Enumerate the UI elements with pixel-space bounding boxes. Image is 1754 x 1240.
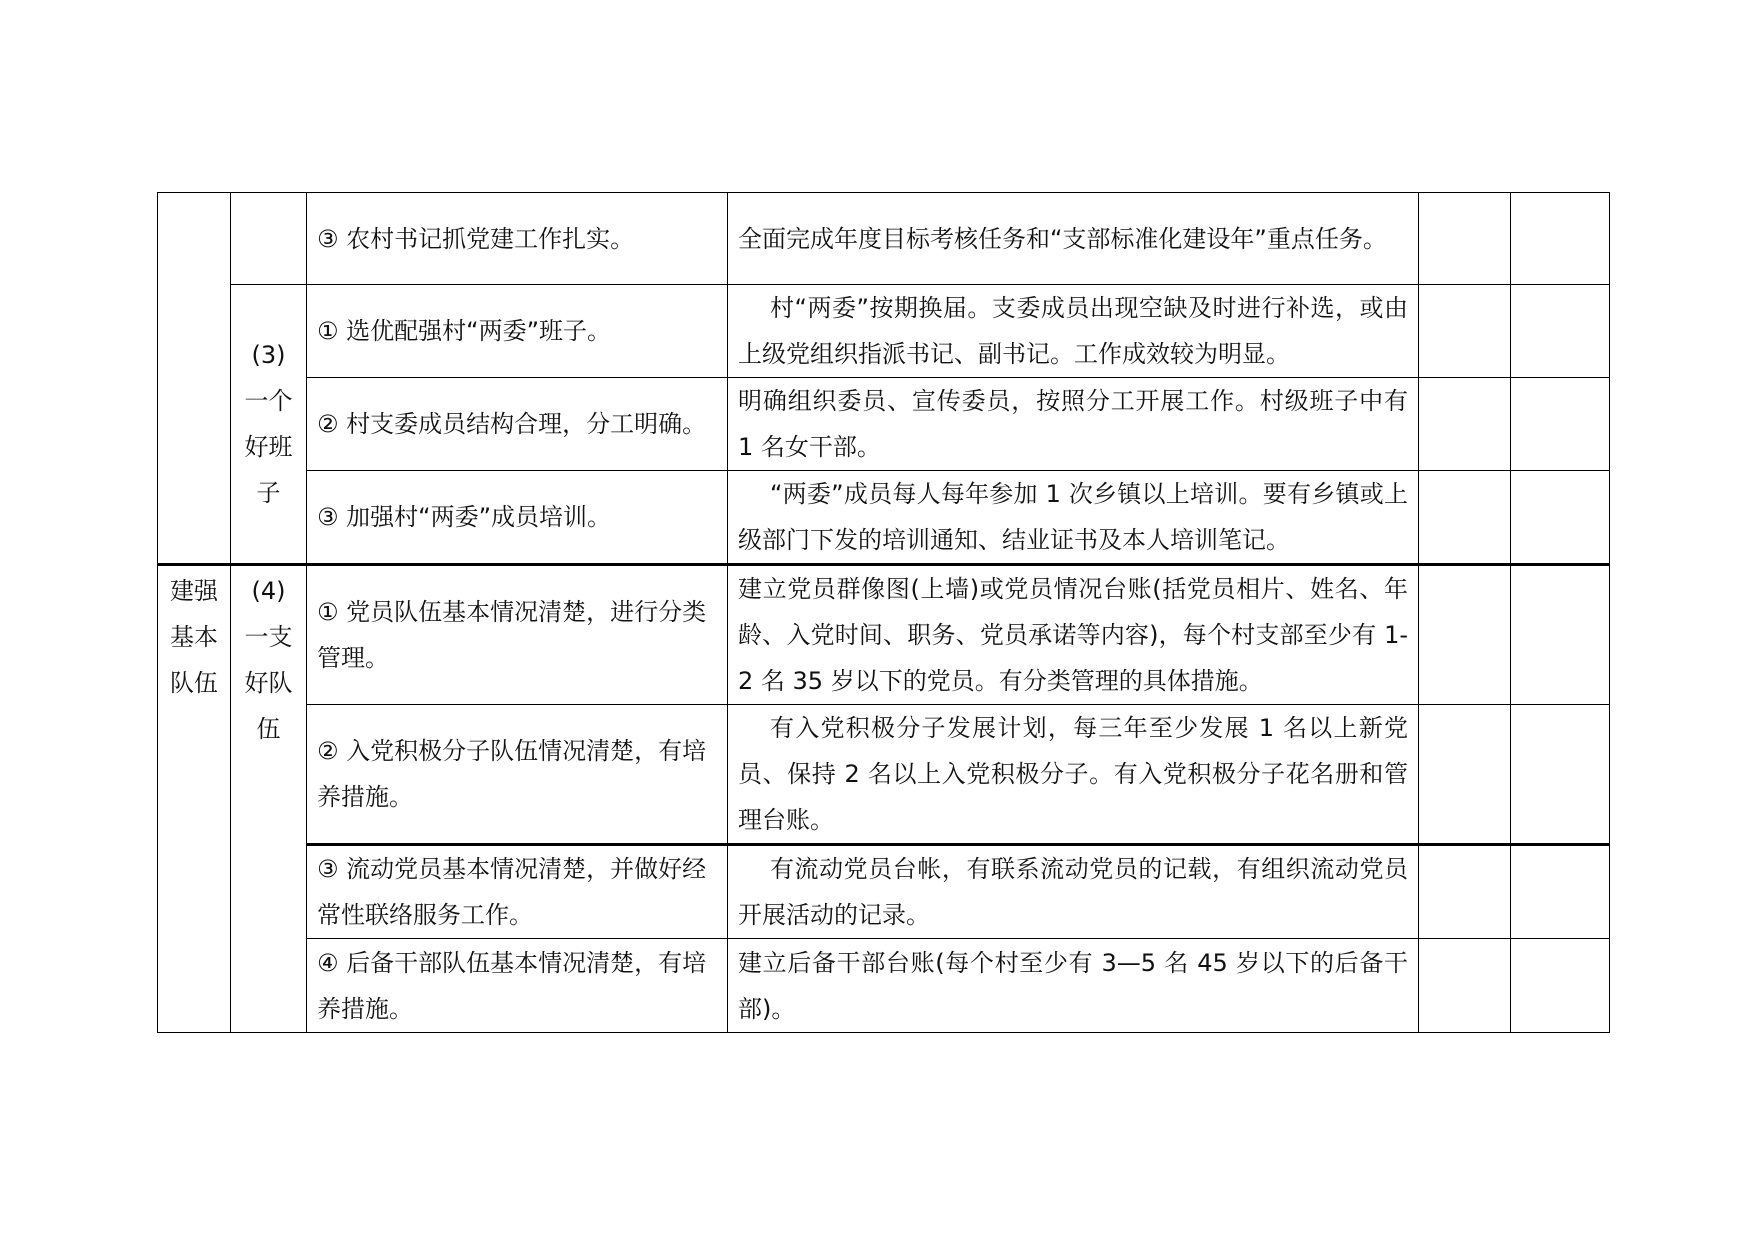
requirement-cell: ② 入党积极分子队伍情况清楚，有培养措施。 [307, 705, 728, 845]
remark-cell [1511, 193, 1610, 285]
score-cell [1419, 939, 1511, 1033]
remark-cell [1511, 471, 1610, 565]
table-row [158, 705, 1610, 845]
table-row [158, 939, 1610, 1033]
requirement-cell: ③ 流动党员基本情况清楚，并做好经常性联络服务工作。 [307, 845, 728, 939]
category-cell-empty [158, 193, 231, 565]
score-cell [1419, 565, 1511, 705]
score-cell [1419, 378, 1511, 471]
standard-cell: 有流动党员台帐，有联系流动党员的记载，有组织流动党员开展活动的记录。 [728, 845, 1419, 939]
requirement-cell: ② 村支委成员结构合理，分工明确。 [307, 378, 728, 471]
requirement-cell: ① 选优配强村“两委”班子。 [307, 285, 728, 378]
sub-item-cell: (4) 一支好队伍 [231, 565, 307, 1033]
requirement-cell: ③ 加强村“两委”成员培训。 [307, 471, 728, 565]
category-cell: 建强基本队伍 [158, 565, 231, 1033]
remark-cell [1511, 565, 1610, 705]
requirement-cell: ④ 后备干部队伍基本情况清楚，有培养措施。 [307, 939, 728, 1033]
remark-cell [1511, 705, 1610, 845]
score-cell [1419, 471, 1511, 565]
table-row [158, 845, 1610, 939]
remark-cell [1511, 939, 1610, 1033]
remark-cell [1511, 378, 1610, 471]
table-row [158, 565, 1610, 705]
table-row [158, 378, 1610, 471]
requirement-cell: ③ 农村书记抓党建工作扎实。 [307, 193, 728, 285]
score-cell [1419, 705, 1511, 845]
score-cell [1419, 193, 1511, 285]
remark-cell [1511, 285, 1610, 378]
standard-cell: 建立党员群像图(上墙)或党员情况台账(括党员相片、姓名、年龄、入党时间、职务、党员承诺等内容)，每个村支部至少有 1-2 名 35 岁以下的党员。有分类管理的具体措施。 [728, 565, 1419, 705]
table-row [158, 193, 1610, 285]
assessment-table [157, 192, 1610, 1033]
standard-cell: 建立后备干部台账(每个村至少有 3—5 名 45 岁以下的后备干部)。 [728, 939, 1419, 1033]
requirement-cell: ① 党员队伍基本情况清楚，进行分类管理。 [307, 565, 728, 705]
table-row [158, 471, 1610, 565]
standard-cell: “两委”成员每人每年参加 1 次乡镇以上培训。要有乡镇或上级部门下发的培训通知、结业证书及本人培训笔记。 [728, 471, 1419, 565]
sub-item-cell: (3) 一个好班子 [231, 285, 307, 565]
table-row [158, 285, 1610, 378]
score-cell [1419, 845, 1511, 939]
score-cell [1419, 285, 1511, 378]
standard-cell: 全面完成年度目标考核任务和“支部标准化建设年”重点任务。 [728, 193, 1419, 285]
standard-cell: 明确组织委员、宣传委员，按照分工开展工作。村级班子中有 1 名女干部。 [728, 378, 1419, 471]
standard-cell: 村“两委”按期换届。支委成员出现空缺及时进行补选，或由上级党组织指派书记、副书记。工作成效较为明显。 [728, 285, 1419, 378]
standard-cell: 有入党积极分子发展计划，每三年至少发展 1 名以上新党员、保持 2 名以上入党积极分子。有入党积极分子花名册和管理台账。 [728, 705, 1419, 845]
sub-item-cell-empty [231, 193, 307, 285]
remark-cell [1511, 845, 1610, 939]
